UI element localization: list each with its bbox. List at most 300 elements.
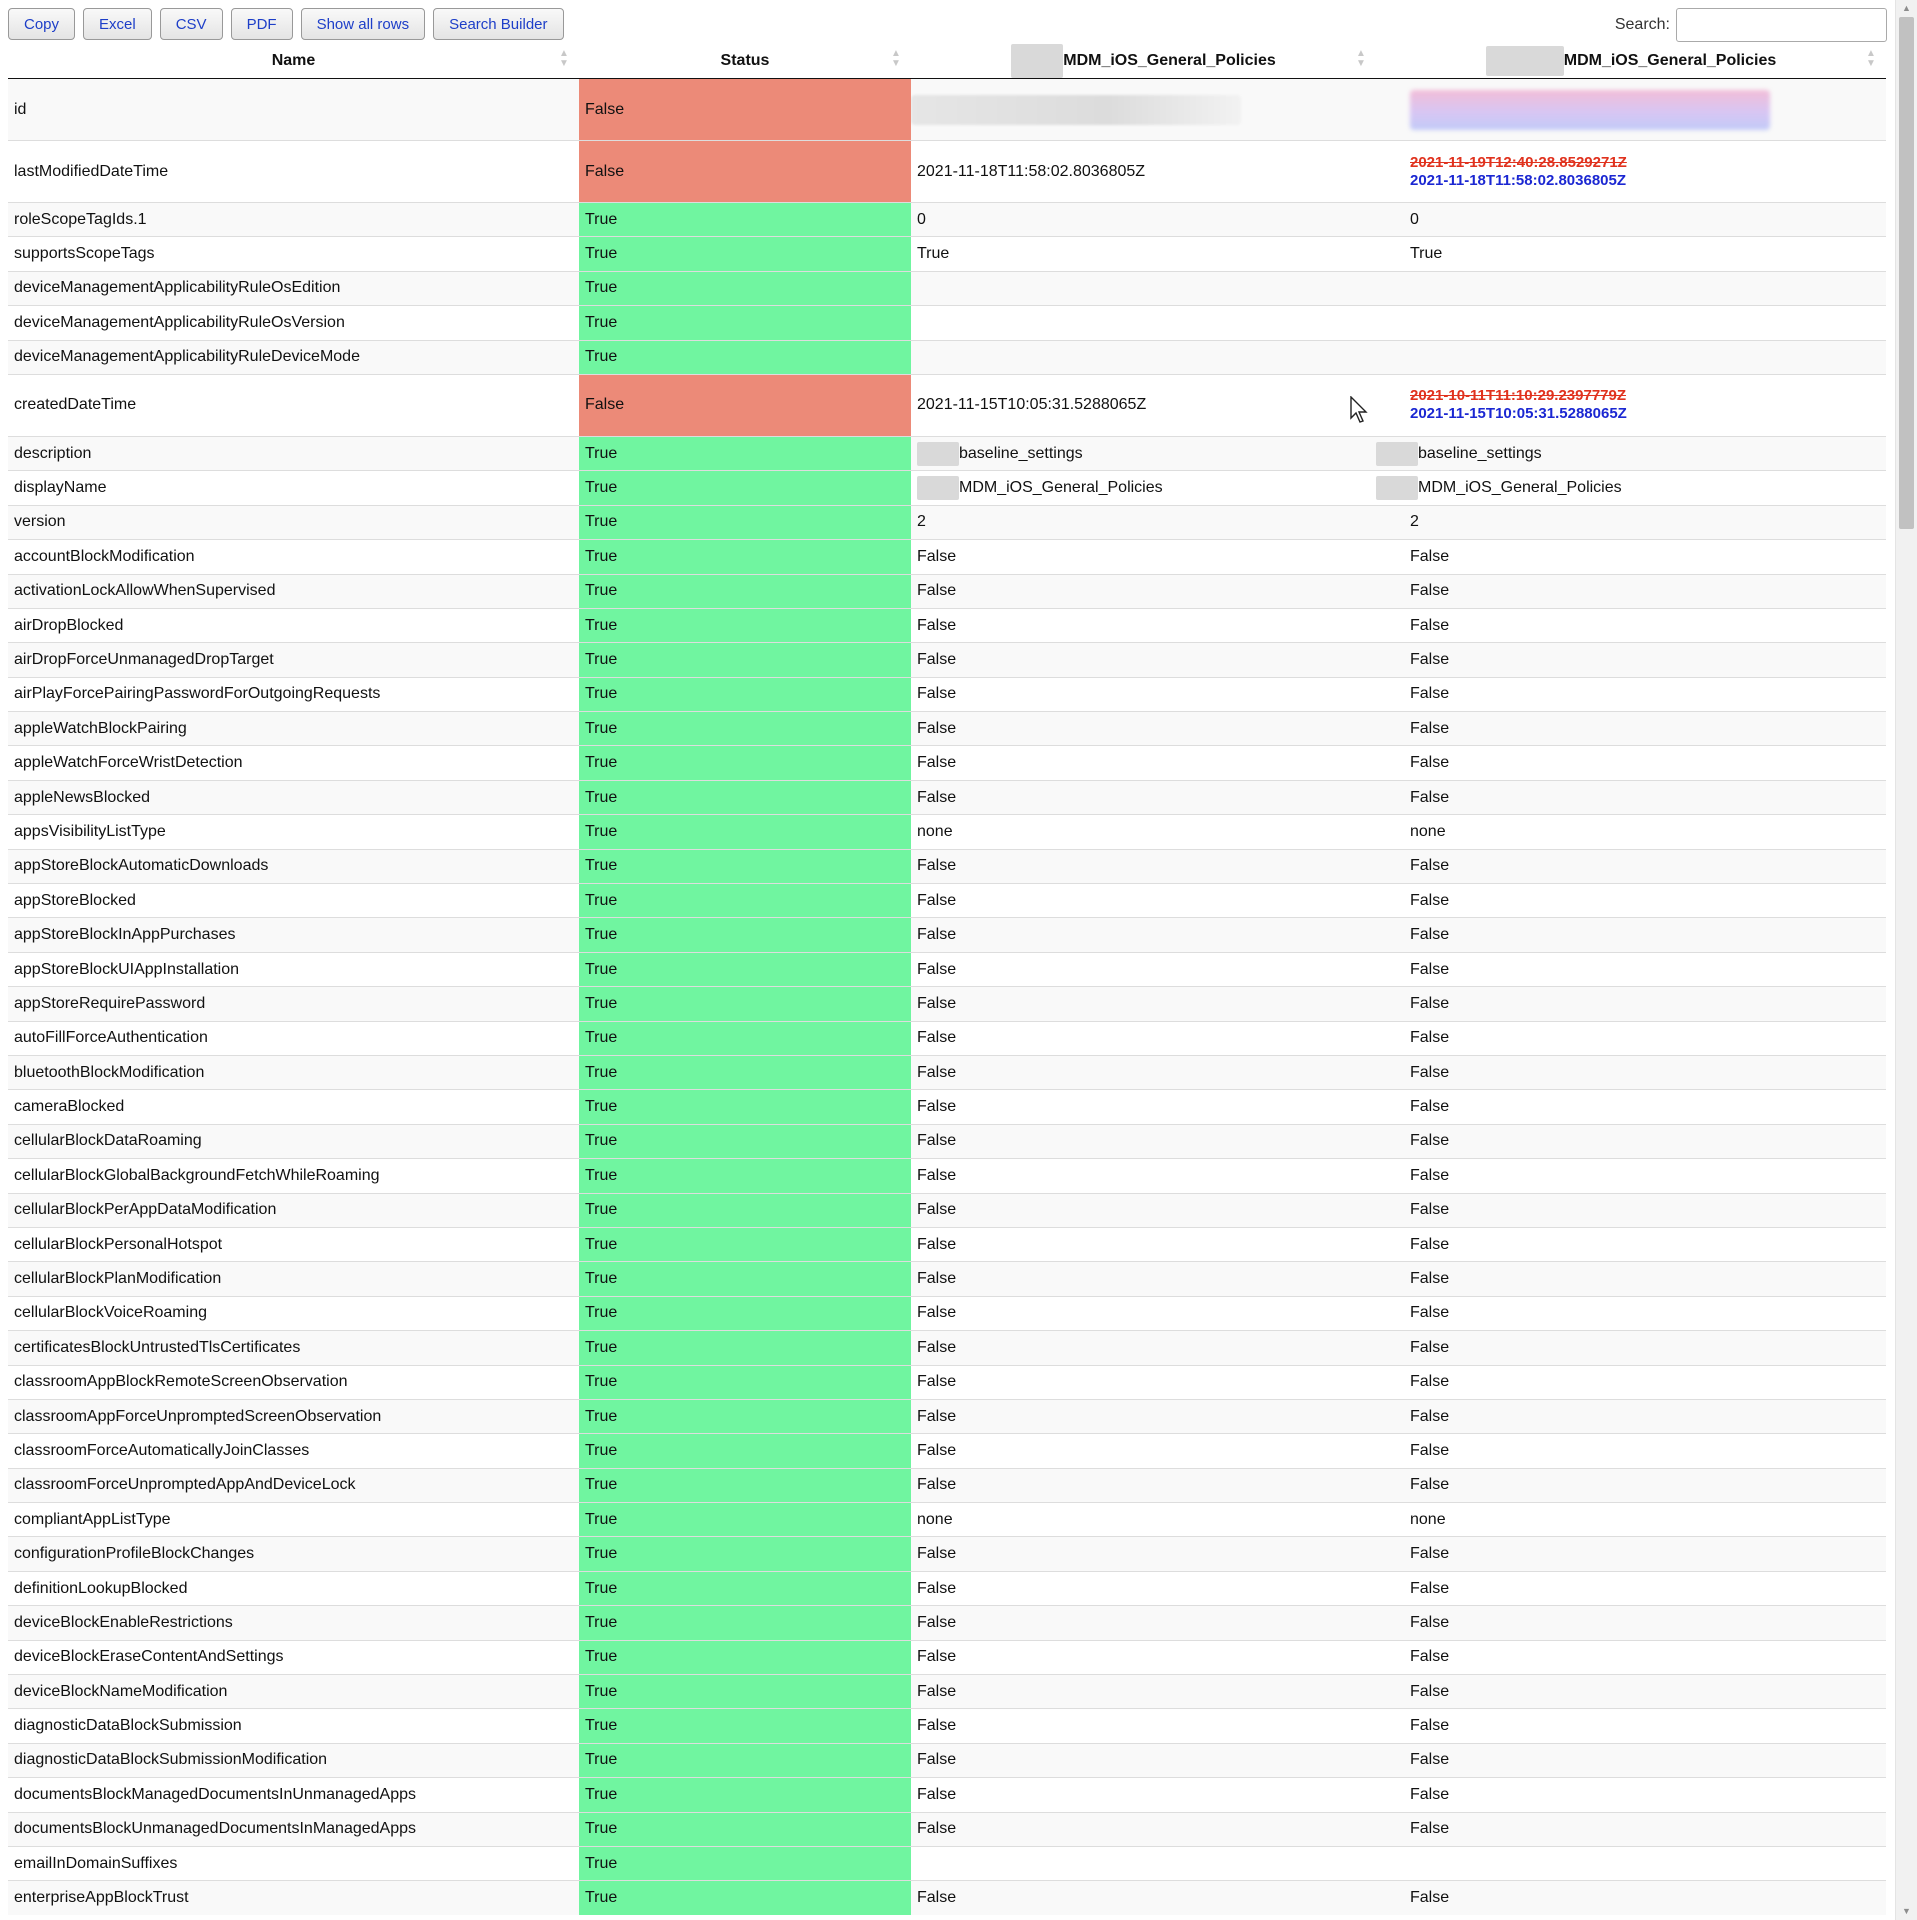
table-row[interactable]: [8, 884, 1886, 918]
cell-status: True: [579, 1709, 911, 1743]
cell-status: True: [579, 643, 911, 677]
cell-setting-name: certificatesBlockUntrustedTlsCertificates: [8, 1331, 579, 1365]
cell-status: True: [579, 340, 911, 374]
cell-policy-a-value: False: [911, 918, 1376, 952]
cell-status: True: [579, 918, 911, 952]
cell-policy-a-value: [911, 1846, 1376, 1880]
sort-icon: ▲ ▼: [1866, 48, 1876, 69]
table-row[interactable]: [8, 1571, 1886, 1605]
cell-setting-name: deviceBlockEnableRestrictions: [8, 1606, 579, 1640]
cell-policy-a-value: False: [911, 1537, 1376, 1571]
table-row[interactable]: [8, 643, 1886, 677]
table-row[interactable]: [8, 374, 1886, 436]
scrollbar-thumb[interactable]: [1899, 17, 1914, 529]
cell-setting-name: documentsBlockManagedDocumentsInUnmanagedApps: [8, 1778, 579, 1812]
cell-setting-name: activationLockAllowWhenSupervised: [8, 574, 579, 608]
cell-policy-a-value: 2021-11-15T10:05:31.5288065Z: [911, 374, 1376, 436]
cell-setting-name: displayName: [8, 471, 579, 505]
sort-icon: ▲ ▼: [1356, 48, 1366, 69]
cell-status: True: [579, 1846, 911, 1880]
table-row[interactable]: [8, 340, 1886, 374]
cell-setting-name: classroomForceUnpromptedAppAndDeviceLock: [8, 1468, 579, 1502]
cell-status: True: [579, 1021, 911, 1055]
cell-setting-name: deviceManagementApplicabilityRuleOsEdition: [8, 271, 579, 305]
cell-status: True: [579, 1296, 911, 1330]
table-row[interactable]: [8, 1709, 1886, 1743]
diff-new-value: 2021-11-18T11:58:02.8036805Z: [1410, 171, 1627, 189]
table-row[interactable]: [8, 987, 1886, 1021]
table-row[interactable]: [8, 306, 1886, 340]
diff-old-value: 2021-10-11T11:10:29.2397779Z: [1410, 387, 1627, 405]
cell-status: True: [579, 203, 911, 237]
cell-policy-a-value: False: [911, 1124, 1376, 1158]
cell-policy-b-value: [1376, 79, 1886, 141]
cell-policy-a-value: False: [911, 608, 1376, 642]
cell-status: True: [579, 677, 911, 711]
cell-status: True: [579, 1503, 911, 1537]
cell-policy-b-value: False: [1376, 1262, 1886, 1296]
cell-setting-name: cameraBlocked: [8, 1090, 579, 1124]
value-text: baseline_settings: [959, 444, 1083, 462]
cell-setting-name: autoFillForceAuthentication: [8, 1021, 579, 1055]
cell-status: True: [579, 1331, 911, 1365]
cell-policy-a-value: False: [911, 1571, 1376, 1605]
cell-policy-a-value: False: [911, 1262, 1376, 1296]
cell-policy-a-value: False: [911, 849, 1376, 883]
table-row[interactable]: [8, 1193, 1886, 1227]
table-row[interactable]: [8, 1675, 1886, 1709]
cell-setting-name: emailInDomainSuffixes: [8, 1846, 579, 1880]
cell-setting-name: description: [8, 436, 579, 470]
show-all-rows-button[interactable]: Show all rows: [301, 8, 426, 40]
cell-setting-name: bluetoothBlockModification: [8, 1055, 579, 1089]
cell-status: True: [579, 1468, 911, 1502]
table-row[interactable]: [8, 203, 1886, 237]
cell-policy-b-value: False: [1376, 1743, 1886, 1777]
cell-policy-b-value: False: [1376, 1296, 1886, 1330]
cell-status: True: [579, 987, 911, 1021]
column-header-policy-a[interactable]: [911, 44, 1376, 79]
value-text: baseline_settings: [1418, 444, 1542, 462]
column-header-policy-b-label: MDM_iOS_General_Policies: [1563, 52, 1777, 70]
sort-icon: ▲ ▼: [559, 48, 569, 69]
cell-status: True: [579, 271, 911, 305]
scroll-up-arrow-icon[interactable]: ▲: [1902, 3, 1911, 13]
cell-policy-a-value: False: [911, 1675, 1376, 1709]
cell-status: True: [579, 237, 911, 271]
cell-policy-b-value: False: [1376, 677, 1886, 711]
table-row[interactable]: [8, 79, 1886, 141]
cell-policy-a-value: [911, 306, 1376, 340]
table-row[interactable]: [8, 1846, 1886, 1880]
cell-setting-name: cellularBlockDataRoaming: [8, 1124, 579, 1158]
cell-policy-a-value: [911, 79, 1376, 141]
cell-setting-name: cellularBlockPerAppDataModification: [8, 1193, 579, 1227]
scroll-down-arrow-icon[interactable]: ▼: [1902, 1906, 1911, 1916]
cell-status: True: [579, 540, 911, 574]
cell-setting-name: accountBlockModification: [8, 540, 579, 574]
cell-policy-a-value: False: [911, 1227, 1376, 1261]
cell-status: True: [579, 436, 911, 470]
cell-policy-a-value: False: [911, 1743, 1376, 1777]
column-header-name-label: Name: [271, 52, 316, 69]
table-row[interactable]: [8, 1296, 1886, 1330]
cell-status: True: [579, 1090, 911, 1124]
cell-policy-b-value: False: [1376, 1159, 1886, 1193]
table-row[interactable]: [8, 141, 1886, 203]
table-search: [1615, 8, 1887, 42]
cell-status: True: [579, 1812, 911, 1846]
cell-setting-name: enterpriseAppBlockTrust: [8, 1881, 579, 1915]
redacted-block: [1486, 46, 1564, 76]
cell-setting-name: diagnosticDataBlockSubmissionModification: [8, 1743, 579, 1777]
cell-status: True: [579, 1778, 911, 1812]
cell-policy-b-value: False: [1376, 1227, 1886, 1261]
table-row[interactable]: [8, 677, 1886, 711]
cell-setting-name: appStoreBlockUIAppInstallation: [8, 952, 579, 986]
cell-policy-b-value: 0: [1376, 203, 1886, 237]
column-header-name[interactable]: [8, 44, 579, 79]
table-row[interactable]: [8, 1262, 1886, 1296]
redacted-id-value: [911, 95, 1241, 125]
table-row[interactable]: [8, 780, 1886, 814]
table-row[interactable]: [8, 918, 1886, 952]
table-row[interactable]: [8, 1331, 1886, 1365]
table-row[interactable]: [8, 1640, 1886, 1674]
cell-setting-name: cellularBlockPersonalHotspot: [8, 1227, 579, 1261]
table-row[interactable]: [8, 471, 1886, 505]
table-row[interactable]: [8, 505, 1886, 539]
cell-setting-name: deviceManagementApplicabilityRuleDeviceMode: [8, 340, 579, 374]
cell-policy-b-value: False: [1376, 643, 1886, 677]
cell-policy-a-value: 2021-11-18T11:58:02.8036805Z: [911, 141, 1376, 203]
cell-policy-a-value: False: [911, 643, 1376, 677]
cell-policy-b-value: False: [1376, 884, 1886, 918]
cell-policy-a-value: False: [911, 987, 1376, 1021]
cell-status: False: [579, 141, 911, 203]
table-row[interactable]: [8, 237, 1886, 271]
cell-status: True: [579, 1124, 911, 1158]
table-row[interactable]: [8, 746, 1886, 780]
table-row[interactable]: [8, 1606, 1886, 1640]
table-row[interactable]: [8, 1227, 1886, 1261]
table-row[interactable]: [8, 1503, 1886, 1537]
cell-policy-b-value: False: [1376, 1881, 1886, 1915]
cell-setting-name: appStoreRequirePassword: [8, 987, 579, 1021]
cell-policy-a-value: False: [911, 1193, 1376, 1227]
csv-button[interactable]: CSV: [160, 8, 223, 40]
cell-status: True: [579, 1227, 911, 1261]
diff-old-value: 2021-11-19T12:40:28.8529271Z: [1410, 153, 1627, 171]
cell-status: True: [579, 849, 911, 883]
cell-setting-name: appleWatchBlockPairing: [8, 712, 579, 746]
cell-policy-b-value: none: [1376, 815, 1886, 849]
cell-policy-b-value: [1376, 141, 1886, 203]
cell-policy-a-value: False: [911, 1812, 1376, 1846]
cell-setting-name: cellularBlockVoiceRoaming: [8, 1296, 579, 1330]
column-header-status[interactable]: [579, 44, 911, 79]
cell-policy-b-value: False: [1376, 574, 1886, 608]
table-row[interactable]: [8, 540, 1886, 574]
cell-policy-a-value: False: [911, 1365, 1376, 1399]
cell-policy-b-value: [1376, 340, 1886, 374]
mouse-cursor-icon: [1350, 396, 1368, 424]
cell-policy-b-value: [1376, 436, 1886, 470]
cell-policy-b-value: False: [1376, 1021, 1886, 1055]
cell-policy-b-value: False: [1376, 1571, 1886, 1605]
table-row[interactable]: [8, 1021, 1886, 1055]
cell-status: True: [579, 712, 911, 746]
cell-policy-b-value: [1376, 1846, 1886, 1880]
cell-policy-b-value: False: [1376, 1640, 1886, 1674]
cell-status: False: [579, 79, 911, 141]
table-row[interactable]: [8, 271, 1886, 305]
table-row[interactable]: [8, 849, 1886, 883]
table-row[interactable]: [8, 1365, 1886, 1399]
cell-setting-name: documentsBlockUnmanagedDocumentsInManagedApps: [8, 1812, 579, 1846]
search-builder-button[interactable]: Search Builder: [433, 8, 563, 40]
copy-button[interactable]: Copy: [8, 8, 75, 40]
cell-status: True: [579, 1055, 911, 1089]
cell-status: True: [579, 815, 911, 849]
export-toolbar: [8, 8, 564, 40]
cell-status: True: [579, 1571, 911, 1605]
column-header-policy-b[interactable]: [1376, 44, 1886, 79]
cell-policy-b-value: [1376, 271, 1886, 305]
cell-setting-name: airDropForceUnmanagedDropTarget: [8, 643, 579, 677]
cell-status: True: [579, 746, 911, 780]
cell-policy-b-value: False: [1376, 712, 1886, 746]
cell-status: True: [579, 608, 911, 642]
search-input[interactable]: [1676, 8, 1887, 42]
table-row[interactable]: [8, 952, 1886, 986]
cell-policy-b-value: 2: [1376, 505, 1886, 539]
cell-setting-name: appleNewsBlocked: [8, 780, 579, 814]
cell-setting-name: appStoreBlocked: [8, 884, 579, 918]
cell-policy-b-value: False: [1376, 1709, 1886, 1743]
cell-policy-a-value: False: [911, 1640, 1376, 1674]
table-row[interactable]: [8, 1399, 1886, 1433]
cell-policy-a-value: False: [911, 1434, 1376, 1468]
redacted-id-value: [1410, 90, 1770, 130]
cell-policy-b-value: False: [1376, 1778, 1886, 1812]
cell-setting-name: supportsScopeTags: [8, 237, 579, 271]
cell-policy-a-value: 2: [911, 505, 1376, 539]
redacted-block: [1376, 442, 1418, 466]
cell-policy-a-value: False: [911, 746, 1376, 780]
cell-policy-a-value: False: [911, 884, 1376, 918]
cell-policy-a-value: [911, 340, 1376, 374]
redacted-block: [1376, 476, 1418, 500]
cell-setting-name: airDropBlocked: [8, 608, 579, 642]
cell-status: True: [579, 1399, 911, 1433]
cell-status: True: [579, 780, 911, 814]
cell-policy-a-value: False: [911, 1296, 1376, 1330]
cell-status: True: [579, 1606, 911, 1640]
cell-policy-b-value: [1376, 471, 1886, 505]
cell-setting-name: appsVisibilityListType: [8, 815, 579, 849]
cell-policy-b-value: False: [1376, 1399, 1886, 1433]
cell-setting-name: classroomAppBlockRemoteScreenObservation: [8, 1365, 579, 1399]
cell-setting-name: appStoreBlockInAppPurchases: [8, 918, 579, 952]
cell-setting-name: cellularBlockPlanModification: [8, 1262, 579, 1296]
cell-status: True: [579, 1743, 911, 1777]
cell-policy-a-value: none: [911, 1503, 1376, 1537]
comparison-table-container: [8, 44, 1886, 1915]
cell-status: True: [579, 952, 911, 986]
cell-policy-a-value: False: [911, 1881, 1376, 1915]
cell-setting-name: compliantAppListType: [8, 1503, 579, 1537]
cell-setting-name: appStoreBlockAutomaticDownloads: [8, 849, 579, 883]
cell-policy-a-value: False: [911, 1778, 1376, 1812]
cell-policy-a-value: [911, 436, 1376, 470]
cell-setting-name: airPlayForcePairingPasswordForOutgoingRequests: [8, 677, 579, 711]
cell-status: True: [579, 471, 911, 505]
pdf-button[interactable]: PDF: [231, 8, 293, 40]
cell-status: True: [579, 1365, 911, 1399]
cell-status: True: [579, 1262, 911, 1296]
cell-policy-a-value: False: [911, 1090, 1376, 1124]
table-row[interactable]: [8, 1812, 1886, 1846]
cell-setting-name: diagnosticDataBlockSubmission: [8, 1709, 579, 1743]
cell-policy-a-value: False: [911, 1055, 1376, 1089]
table-row[interactable]: [8, 608, 1886, 642]
cell-policy-b-value: False: [1376, 1606, 1886, 1640]
cell-setting-name: configurationProfileBlockChanges: [8, 1537, 579, 1571]
cell-policy-a-value: False: [911, 1709, 1376, 1743]
cell-policy-b-value: False: [1376, 1675, 1886, 1709]
cell-setting-name: classroomAppForceUnpromptedScreenObservation: [8, 1399, 579, 1433]
cell-setting-name: classroomForceAutomaticallyJoinClasses: [8, 1434, 579, 1468]
cell-policy-a-value: False: [911, 1468, 1376, 1502]
table-row[interactable]: [8, 1778, 1886, 1812]
redacted-block: [917, 442, 959, 466]
cell-policy-b-value: False: [1376, 1434, 1886, 1468]
cell-policy-a-value: False: [911, 1331, 1376, 1365]
cell-policy-b-value: False: [1376, 952, 1886, 986]
value-text: MDM_iOS_General_Policies: [1418, 479, 1622, 497]
cell-policy-b-value: False: [1376, 987, 1886, 1021]
cell-setting-name: definitionLookupBlocked: [8, 1571, 579, 1605]
cell-policy-a-value: False: [911, 1606, 1376, 1640]
cell-policy-a-value: False: [911, 677, 1376, 711]
table-row[interactable]: [8, 1537, 1886, 1571]
cell-policy-b-value: [1376, 306, 1886, 340]
cell-status: True: [579, 574, 911, 608]
cell-policy-b-value: False: [1376, 849, 1886, 883]
cell-policy-a-value: False: [911, 1399, 1376, 1433]
search-label: Search:: [1614, 16, 1670, 33]
cell-policy-a-value: False: [911, 540, 1376, 574]
cell-setting-name: appleWatchForceWristDetection: [8, 746, 579, 780]
cell-policy-a-value: False: [911, 952, 1376, 986]
table-row[interactable]: [8, 1743, 1886, 1777]
vertical-scrollbar[interactable]: [1895, 0, 1917, 1920]
cell-policy-a-value: False: [911, 712, 1376, 746]
cell-policy-a-value: False: [911, 780, 1376, 814]
cell-policy-a-value: False: [911, 1159, 1376, 1193]
cell-status: True: [579, 1434, 911, 1468]
cell-policy-a-value: False: [911, 574, 1376, 608]
cell-status: True: [579, 1159, 911, 1193]
cell-policy-b-value: False: [1376, 1193, 1886, 1227]
table-row[interactable]: [8, 1055, 1886, 1089]
cell-policy-b-value: False: [1376, 1812, 1886, 1846]
cell-policy-b-value: False: [1376, 1537, 1886, 1571]
cell-setting-name: deviceManagementApplicabilityRuleOsVersion: [8, 306, 579, 340]
cell-setting-name: cellularBlockGlobalBackgroundFetchWhileRoaming: [8, 1159, 579, 1193]
cell-setting-name: roleScopeTagIds.1: [8, 203, 579, 237]
redacted-block: [917, 476, 959, 500]
cell-setting-name: deviceBlockEraseContentAndSettings: [8, 1640, 579, 1674]
cell-policy-a-value: [911, 271, 1376, 305]
cell-status: True: [579, 505, 911, 539]
cell-policy-b-value: False: [1376, 918, 1886, 952]
cell-setting-name: id: [8, 79, 579, 141]
cell-status: True: [579, 1193, 911, 1227]
cell-policy-a-value: [911, 471, 1376, 505]
column-header-policy-a-label: MDM_iOS_General_Policies: [1063, 52, 1276, 70]
cell-status: True: [579, 1881, 911, 1915]
cell-policy-a-value: True: [911, 237, 1376, 271]
cell-policy-a-value: False: [911, 1021, 1376, 1055]
redacted-block: [1011, 44, 1063, 78]
cell-policy-b-value: False: [1376, 1124, 1886, 1158]
cell-policy-a-value: 0: [911, 203, 1376, 237]
cell-setting-name: version: [8, 505, 579, 539]
cell-status: True: [579, 1675, 911, 1709]
table-row[interactable]: [8, 1468, 1886, 1502]
excel-button[interactable]: Excel: [83, 8, 152, 40]
column-header-status-label: Status: [720, 52, 770, 69]
cell-setting-name: lastModifiedDateTime: [8, 141, 579, 203]
cell-policy-b-value: [1376, 374, 1886, 436]
table-row[interactable]: [8, 1434, 1886, 1468]
table-row[interactable]: [8, 1090, 1886, 1124]
cell-status: False: [579, 374, 911, 436]
table-row[interactable]: [8, 1124, 1886, 1158]
table-row[interactable]: [8, 436, 1886, 470]
cell-policy-b-value: False: [1376, 1365, 1886, 1399]
table-row[interactable]: [8, 815, 1886, 849]
cell-policy-b-value: False: [1376, 540, 1886, 574]
cell-status: True: [579, 1640, 911, 1674]
table-row[interactable]: [8, 1881, 1886, 1915]
cell-setting-name: createdDateTime: [8, 374, 579, 436]
cell-policy-b-value: none: [1376, 1503, 1886, 1537]
header-row: [8, 44, 1886, 79]
table-row[interactable]: [8, 712, 1886, 746]
comparison-table: [8, 44, 1886, 1915]
cell-policy-b-value: False: [1376, 1331, 1886, 1365]
table-row[interactable]: [8, 574, 1886, 608]
value-text: MDM_iOS_General_Policies: [959, 479, 1163, 497]
sort-icon: ▲ ▼: [891, 48, 901, 69]
cell-policy-b-value: False: [1376, 780, 1886, 814]
cell-policy-a-value: none: [911, 815, 1376, 849]
cell-policy-b-value: False: [1376, 1468, 1886, 1502]
diff-new-value: 2021-11-15T10:05:31.5288065Z: [1410, 405, 1627, 423]
cell-setting-name: deviceBlockNameModification: [8, 1675, 579, 1709]
cell-status: True: [579, 884, 911, 918]
cell-policy-b-value: False: [1376, 746, 1886, 780]
cell-policy-b-value: True: [1376, 237, 1886, 271]
cell-policy-b-value: False: [1376, 1090, 1886, 1124]
cell-status: True: [579, 306, 911, 340]
table-row[interactable]: [8, 1159, 1886, 1193]
cell-status: True: [579, 1537, 911, 1571]
cell-policy-b-value: False: [1376, 1055, 1886, 1089]
